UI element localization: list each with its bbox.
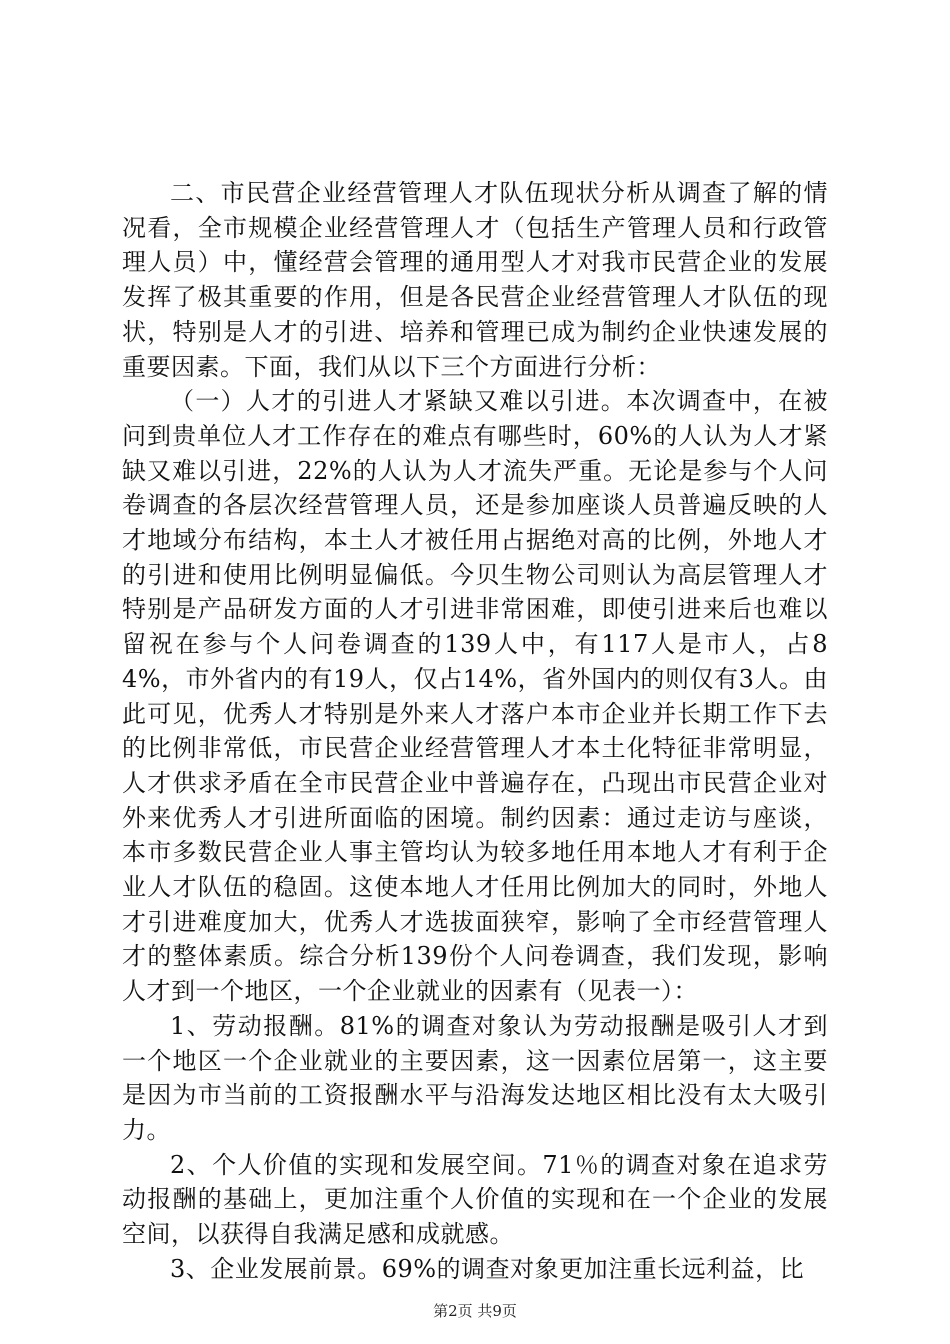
paragraph-company-prospects: 3、企业发展前景。69%的调查对象更加注重长远利益，比: [170, 1254, 805, 1283]
paragraph-personal-value: 2、个人价值的实现和发展空间。71％的调查对象在追求劳动报酬的基础上，更加注重个人价值的实现和在一个企业的发展空间，以获得自我满足感和成就感。: [122, 1150, 828, 1249]
paragraph-talent-introduction: （一）人才的引进人才紧缺又难以引进。本次调查中，在被问到贵单位人才工作存在的难点有哪些时，60%的人认为人才紧缺又难以引进，22%的人认为人才流失严重。无论是参与个人问卷调查的各层次经营管理人员，还是参加座谈人员普遍反映的人才地域分布结构，本土人才被任用占据绝对高的比例，外地人才的引进和使用比例明显偏低。今贝生物公司则认为高层管理人才特别是产品研发方面的人才引进非常困难，即使引进来后也难以留祝在参与个人问卷调查的139人中，有117人是市人，占84%，市外省内的有19人，仅占14%，省外国内的则仅有3人。由此可见，优秀人才特别是外来人才落户本市企业并长期工作下去的比例非常低，市民营企业经营管理人才本土化特征非常明显，人才供求矛盾在全市民营企业中普遍存在，凸现出市民营企业对外来优秀人才引进所面临的困境。制约因素：通过走访与座谈，本市多数民营企业人事主管均认为较多地任用本地人才有利于企业人才队伍的稳固。这使本地人才任用比例加大的同时，外地人才引进难度加大，优秀人才选拔面狭窄，影响了全市经营管理人才的整体素质。综合分析139份个人问卷调查，我们发现，影响人才到一个地区，一个企业就业的因素有（见表一）：: [122, 387, 828, 1006]
paragraph-section-two: 二、市民营企业经营管理人才队伍现状分析从调查了解的情况看，全市规模企业经营管理人才（包括生产管理人员和行政管理人员）中，懂经营会管理的通用型人才对我市民营企业的发展发挥了极其重要的作用，但是各民营企业经营管理人才队伍的现状，特别是人才的引进、培养和管理已成为制约企业快速发展的重要因素。下面，我们从以下三个方面进行分析：: [122, 179, 828, 381]
page-number-footer: 第2页 共9页: [433, 1302, 517, 1320]
paragraph-labor-pay: 1、劳动报酬。81%的调查对象认为劳动报酬是吸引人才到一个地区一个企业就业的主要因素，这一因素位居第一，这主要是因为市当前的工资报酬水平与沿海发达地区相比没有太大吸引力。: [122, 1011, 828, 1144]
document-body: [122, 176, 828, 1287]
